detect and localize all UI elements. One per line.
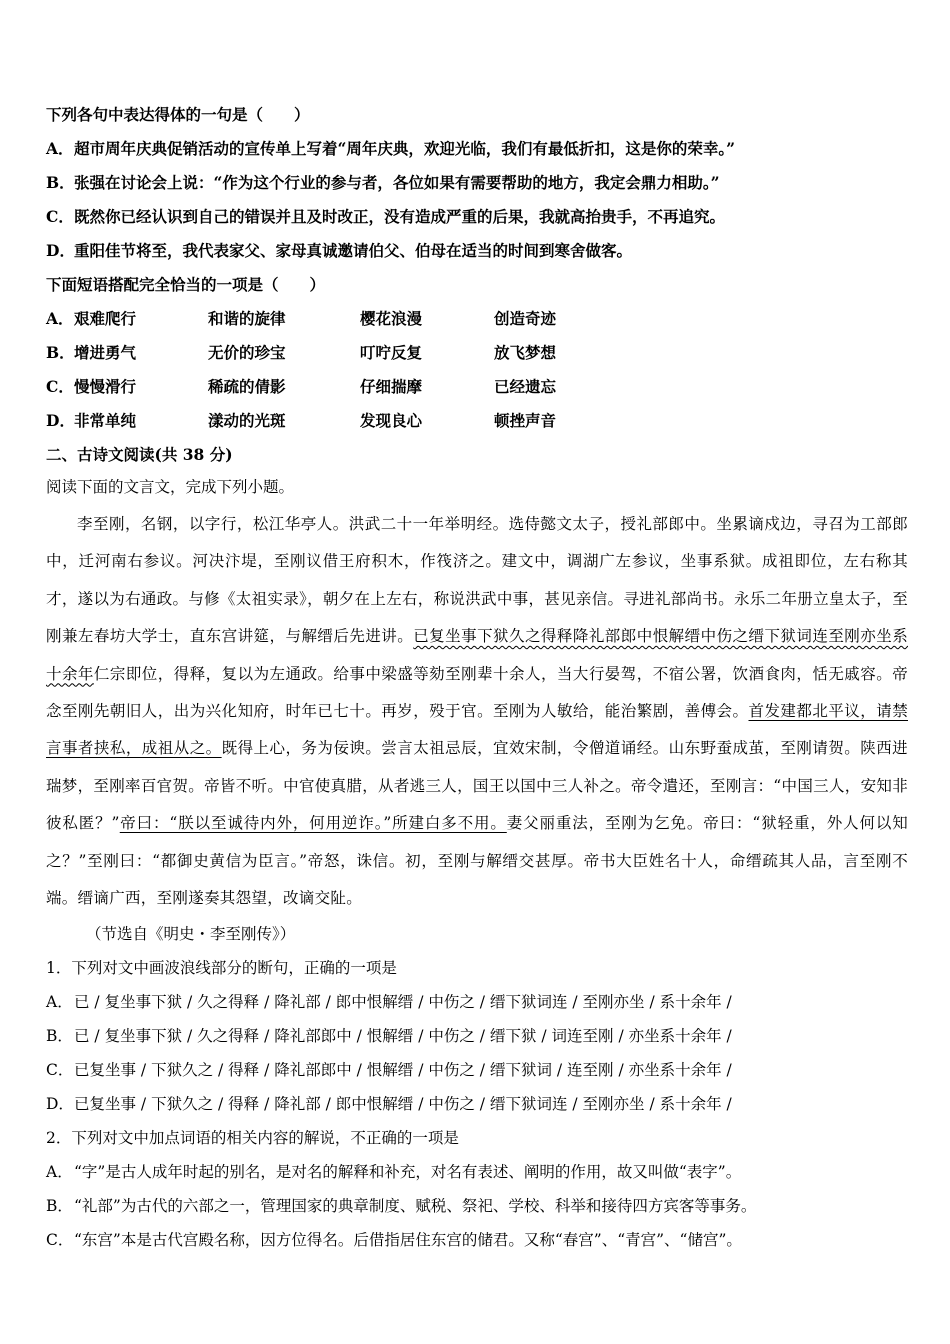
option-a[interactable] [46, 985, 908, 1019]
phrase-item: 稀疏的倩影 [208, 377, 286, 396]
question-stem: 下面短语搭配完全恰当的一项是（ ） [46, 275, 326, 294]
phrase-item: 顿挫声音 [494, 411, 557, 430]
option-c[interactable] [46, 370, 908, 404]
option-label: D． [46, 1095, 74, 1114]
option-text: 张强在讨论会上说：“作为这个行业的参与者，各位如果有需要帮助的地方，我定会鼎力相助。” [74, 173, 720, 192]
option-label: B． [46, 173, 75, 192]
phrase-item: 放飞梦想 [494, 343, 557, 362]
option-text: 已复坐事 / 下狱久之 / 得释 / 降礼部 / 郎中恨解缙 / 中伤之 / 缙下狱词连 / 至刚亦坐 / 系十余年 / [74, 1095, 732, 1114]
option-label: C． [46, 207, 74, 226]
option-label: C． [46, 1231, 74, 1250]
option-b[interactable] [46, 1019, 908, 1053]
passage-text: 李至刚，名钢，以字行，松江华亭人。洪武二十一年举明经。选侍懿文太子，授礼部郎中。坐累谪戍边，寻召为工部郎中，迁河南右参议。河决汴堤，至刚议借王府积木，作筏济之。建文中，调湖广左参议，坐事系狱。成祖即位，左右称其才，遂以为右通政。与修《太祖实录》，朝夕在上左右，称说洪武中事，甚见亲信。寻进礼部尚书。永乐二年册立皇太子，至刚兼左春坊大学士，直东宫讲筵，与解缙后先进讲。 [46, 515, 908, 646]
phrase-item: 无价的珍宝 [208, 343, 286, 362]
section-title: 二、古诗文阅读(共 38 分) [46, 445, 233, 464]
question-stem: 1．下列对文中画波浪线部分的断句，正确的一项是 [46, 959, 397, 978]
option-b[interactable] [46, 336, 908, 370]
passage-text: 仁宗即位，得释，复以为左通政。给事中梁盛等劾至刚辈十余人，当大行晏驾，不宿公署，饮酒食肉，恬无戚容。帝念至刚先朝旧人，出为兴化知府，时年已七十。再岁，殁于官。至刚为人敏给，能治繁剧，善傅会。 [46, 664, 908, 721]
passage-source: （节选自《明史・李至刚传》） [86, 925, 296, 944]
question-stem: 下列各句中表达得体的一句是（ ） [46, 105, 310, 124]
option-d[interactable] [46, 404, 908, 438]
option-label: C． [46, 377, 74, 396]
option-text: 已 / 复坐事下狱 / 久之得释 / 降礼部 / 郎中恨解缙 / 中伤之 / 缙下狱词连 / 至刚亦坐 / 系十余年 / [74, 993, 732, 1012]
phrase-item: 艰难爬行 [74, 309, 137, 328]
wavy-underlined-text: 已复坐事下狱久之得释降礼部郎中恨解缙中伤之缙下狱词连至刚亦坐系十余年 [46, 627, 908, 683]
option-text: 超市周年庆典促销活动的宣传单上写着“周年庆典，欢迎光临，我们有最低折扣，这是你的荣幸。” [74, 139, 736, 158]
option-label: A． [46, 1163, 73, 1182]
phrase-item: 漾动的光斑 [208, 411, 286, 430]
option-text: “礼部”为古代的六部之一，管理国家的典章制度、赋税、祭祀、学校、科举和接待四方宾客等事务。 [74, 1197, 757, 1216]
phrase-item: 非常单纯 [74, 411, 137, 430]
option-label: D． [46, 411, 75, 430]
option-label: A． [46, 309, 74, 328]
option-text: “东宫”本是古代宫殿名称，因方位得名。后借指居住东宫的储君。又称“春宫”、“青宫”、“储宫”。 [74, 1231, 742, 1250]
option-label: B． [46, 1197, 73, 1216]
section-intro: 阅读下面的文言文，完成下列小题。 [46, 478, 295, 496]
passage-text: 既得上心，务为佞谀。尝言太祖忌辰，宜效宋制，令僧道诵经。山东野蚕成茧，至刚请贺。陕西进瑞梦，至刚率百官贺。帝皆不听。中官使真腊，从者逃三人，国王以国中三人补之。帝令遣还，至刚言：“中国三人，安知非彼私匿？” [46, 739, 908, 833]
classical-passage [46, 506, 908, 917]
option-a[interactable] [46, 302, 908, 336]
option-a[interactable] [46, 132, 908, 166]
option-text: “字”是古人成年时起的别名，是对名的解释和补充，对名有表述、阐明的作用，故又叫做“表字”。 [74, 1163, 742, 1182]
phrase-item: 创造奇迹 [494, 309, 557, 328]
option-text: 既然你已经认识到自己的错误并且及时改正，没有造成严重的后果，我就高抬贵手，不再追究。 [74, 207, 726, 226]
option-text: 重阳佳节将至，我代表家父、家母真诚邀请伯父、伯母在适当的时间到寒舍做客。 [74, 241, 633, 260]
phrase-item: 仔细揣摩 [360, 377, 423, 396]
underlined-sentence: 首发建都北平议，请禁言事者挟私，成祖从之。 [46, 702, 908, 758]
option-text: 已 / 复坐事下狱 / 久之得释 / 降礼部郎中 / 恨解缙 / 中伤之 / 缙下狱 / 词连至刚 / 亦坐系十余年 / [74, 1027, 732, 1046]
document-page [46, 98, 908, 1257]
passage-text: 妻父丽重法，至刚为乞免。帝曰：“狱轻重，外人何以知之？”至刚曰：“都御史黄信为臣言。”帝怒，诛信。初，至刚与解缙交甚厚。帝书大臣姓名十人，命缙疏其人品，言至刚不端。缙谪广西，至刚遂奏其怨望，改谪交阯。 [46, 814, 908, 908]
phrase-item: 和谐的旋律 [208, 309, 286, 328]
option-b[interactable] [46, 166, 908, 200]
phrase-item: 慢慢滑行 [74, 377, 137, 396]
option-c[interactable] [46, 1223, 908, 1257]
option-label: A． [46, 993, 73, 1012]
option-label: D． [46, 241, 75, 260]
option-c[interactable] [46, 200, 908, 234]
question-stem: 2．下列对文中加点词语的相关内容的解说，不正确的一项是 [46, 1129, 459, 1148]
phrase-item: 樱花浪漫 [360, 309, 423, 328]
phrase-item: 增进勇气 [74, 343, 137, 362]
option-label: A． [46, 139, 74, 158]
phrase-item: 发现良心 [360, 411, 423, 430]
option-a[interactable] [46, 1155, 908, 1189]
option-c[interactable] [46, 1053, 908, 1087]
option-label: B． [46, 343, 75, 362]
option-b[interactable] [46, 1189, 908, 1223]
option-label: B． [46, 1027, 73, 1046]
underlined-sentence: 帝曰：“朕以至诚待内外，何用逆诈。”所建白多不用。 [119, 814, 507, 833]
option-text: 已复坐事 / 下狱久之 / 得释 / 降礼部郎中 / 恨解缙 / 中伤之 / 缙下狱词 / 连至刚 / 亦坐系十余年 / [74, 1061, 732, 1080]
option-d[interactable] [46, 1087, 908, 1121]
phrase-item: 已经遗忘 [494, 377, 557, 396]
option-label: C． [46, 1061, 74, 1080]
option-d[interactable] [46, 234, 908, 268]
phrase-item: 叮咛反复 [360, 343, 423, 362]
